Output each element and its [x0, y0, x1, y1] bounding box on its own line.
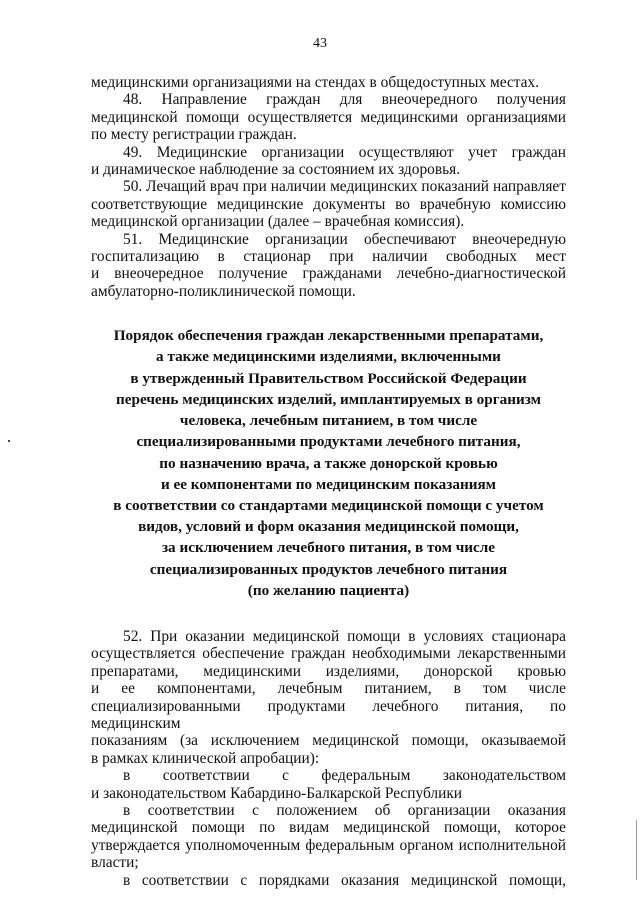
text-line: показаниям (за исключением медицинской помощи, оказываемой	[91, 732, 566, 750]
text-line: 52. При оказании медицинской помощи в условиях стационара	[123, 627, 566, 645]
text-line: власти;	[91, 854, 139, 872]
heading-line: специализированными продуктами лечебного питания,	[136, 433, 521, 451]
heading-line: за исключением лечебного питания, в том числе	[161, 539, 496, 557]
paragraphs-after-heading	[91, 628, 566, 889]
text-line: препаратами, медицинскими изделиями, донорской кровью	[91, 662, 566, 680]
section-heading	[91, 325, 566, 601]
text-line: специализированными продуктами лечебного питания, по медицинским	[91, 697, 566, 732]
text-line: и внеочередное получение гражданами лечебно-диагностической	[91, 265, 566, 283]
page-number: 43	[313, 36, 327, 51]
text-line: медицинской помощи по видам медицинской помощи, которое	[91, 819, 566, 837]
text-line: осуществляется обеспечение граждан необходимыми лекарственными	[91, 645, 566, 663]
heading-line: перечень медицинских изделий, имплантируемых в организм	[116, 390, 541, 408]
text-line: по месту регистрации граждан.	[91, 126, 297, 144]
scan-mark	[8, 440, 10, 442]
text-line: 48. Направление граждан для внеочередного получения	[123, 91, 566, 109]
text-line: утверждается уполномоченным федеральным органом исполнительной	[91, 836, 566, 854]
heading-line: а также медицинскими изделиями, включенными	[156, 348, 501, 366]
text-line: госпитализацию в стационар при наличии свободных мест	[91, 248, 566, 266]
text-line: медицинской помощи осуществляется медицинскими организациями	[91, 108, 566, 126]
heading-line: по назначению врача, а также донорской кровью	[159, 454, 498, 472]
text-line: в рамках клинической апробации):	[91, 749, 320, 767]
heading-line: в соответствии со стандартами медицинской помощи с учетом	[113, 496, 544, 514]
heading-line: и ее компонентами по медицинским показаниям	[160, 475, 497, 493]
heading-line: (по желанию пациента)	[247, 581, 410, 599]
heading-line: видов, условий и форм оказания медицинской помощи,	[138, 518, 519, 536]
text-line: в соответствии с федеральным законодательством	[123, 767, 566, 785]
paragraphs-before-heading	[91, 74, 566, 300]
text-line: амбулаторно-поликлинической помощи.	[91, 282, 356, 300]
text-line: и законодательством Кабардино-Балкарской Республики	[91, 784, 463, 802]
text-line: в соответствии с порядками оказания медицинской помощи,	[123, 871, 566, 889]
text-line: медицинской организации (далее – врачебная комиссия).	[91, 213, 465, 231]
text-line: соответствующие медицинские документы во врачебную комиссию	[91, 195, 566, 213]
text-line: медицинскими организациями на стендах в общедоступных местах.	[91, 74, 540, 91]
text-line: 50. Лечащий врач при наличии медицинских показаний направляет	[123, 178, 566, 196]
text-line: и ее компонентами, лечебным питанием, в том числе	[91, 680, 566, 698]
scan-edge-mark	[636, 820, 637, 880]
heading-line: Порядок обеспечения граждан лекарственными препаратами,	[113, 327, 544, 345]
heading-line: в утвержденный Правительством Российской Федерации	[130, 369, 527, 387]
text-line: в соответствии с положением об организации оказания	[123, 801, 566, 819]
heading-line: человека, лечебным питанием, в том числе	[179, 412, 478, 430]
text-line: и динамическое наблюдение за состоянием их здоровья.	[91, 161, 461, 179]
text-line: 49. Медицинские организации осуществляют учет граждан	[123, 143, 566, 161]
document-body	[91, 74, 566, 889]
heading-line: специализированных продуктов лечебного питания	[149, 560, 508, 578]
text-line: 51. Медицинские организации обеспечивают внеочередную	[123, 230, 566, 248]
